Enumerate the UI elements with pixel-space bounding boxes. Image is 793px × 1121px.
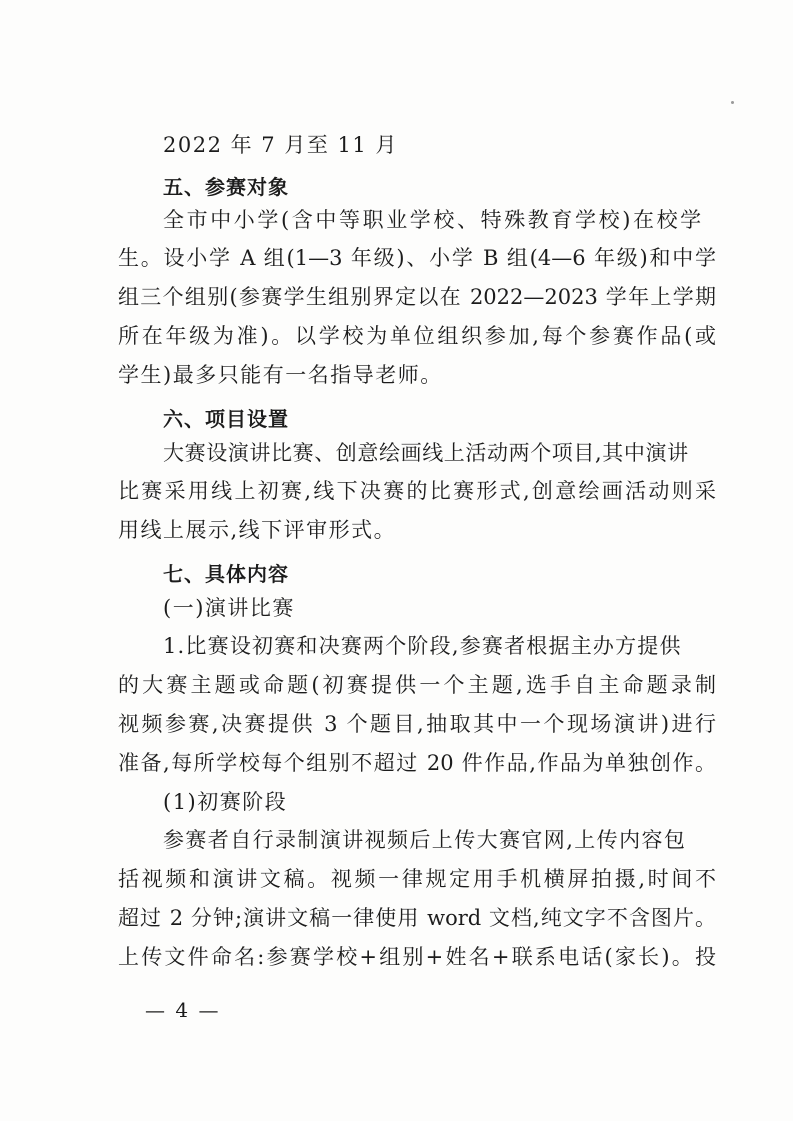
paragraph-line: 大赛设演讲比赛、创意绘画线上活动两个项目,其中演讲	[163, 441, 689, 465]
date-range-line: 2022 年 7 月至 11 月	[163, 133, 398, 157]
paragraph-line: 组三个组别(参赛学生组别界定以在 2022—2023 学年上学期	[118, 285, 716, 309]
paragraph-line: 准备,每所学校每个组别不超过 20 件作品,作品为单独创作。	[118, 751, 716, 775]
paragraph-line: 上传文件命名:参赛学校+组别+姓名+联系电话(家长)。投	[118, 945, 716, 969]
paragraph-line: 的大赛主题或命题(初赛提供一个主题,选手自主命题录制	[118, 673, 716, 697]
section-heading-participants: 五、参赛对象	[163, 175, 289, 199]
paragraph-line: 括视频和演讲文稿。视频一律规定用手机横屏拍摄,时间不	[118, 867, 716, 891]
paragraph-line: 生。设小学 A 组(1—3 年级)、小学 B 组(4—6 年级)和中学	[118, 246, 716, 270]
paragraph-line: 学生)最多只能有一名指导老师。	[118, 363, 443, 387]
paragraph-line: 全市中小学(含中等职业学校、特殊教育学校)在校学	[163, 208, 704, 232]
paragraph-line: 参赛者自行录制演讲视频后上传大赛官网,上传内容包	[163, 828, 687, 852]
paragraph-line: 超过 2 分钟;演讲文稿一律使用 word 文档,纯文字不含图片。	[118, 906, 716, 930]
scan-speck	[731, 101, 734, 104]
section-heading-projects: 六、项目设置	[163, 407, 289, 431]
paragraph-line: 所在年级为准)。以学校为单位组织参加,每个参赛作品(或	[118, 324, 716, 348]
paragraph-line: 比赛采用线上初赛,线下决赛的比赛形式,创意绘画活动则采	[118, 479, 716, 503]
paragraph-line: 1.比赛设初赛和决赛两个阶段,参赛者根据主办方提供	[163, 634, 682, 658]
section-heading-content: 七、具体内容	[163, 562, 289, 586]
paragraph-line: 用线上展示,线下评审形式。	[118, 518, 397, 542]
page-number: — 4 —	[145, 998, 221, 1022]
subsection-heading-speech: (一)演讲比赛	[163, 596, 295, 620]
subsection-heading-preliminary: (1)初赛阶段	[163, 790, 288, 814]
paragraph-line: 视频参赛,决赛提供 3 个题目,抽取其中一个现场演讲)进行	[118, 712, 716, 736]
